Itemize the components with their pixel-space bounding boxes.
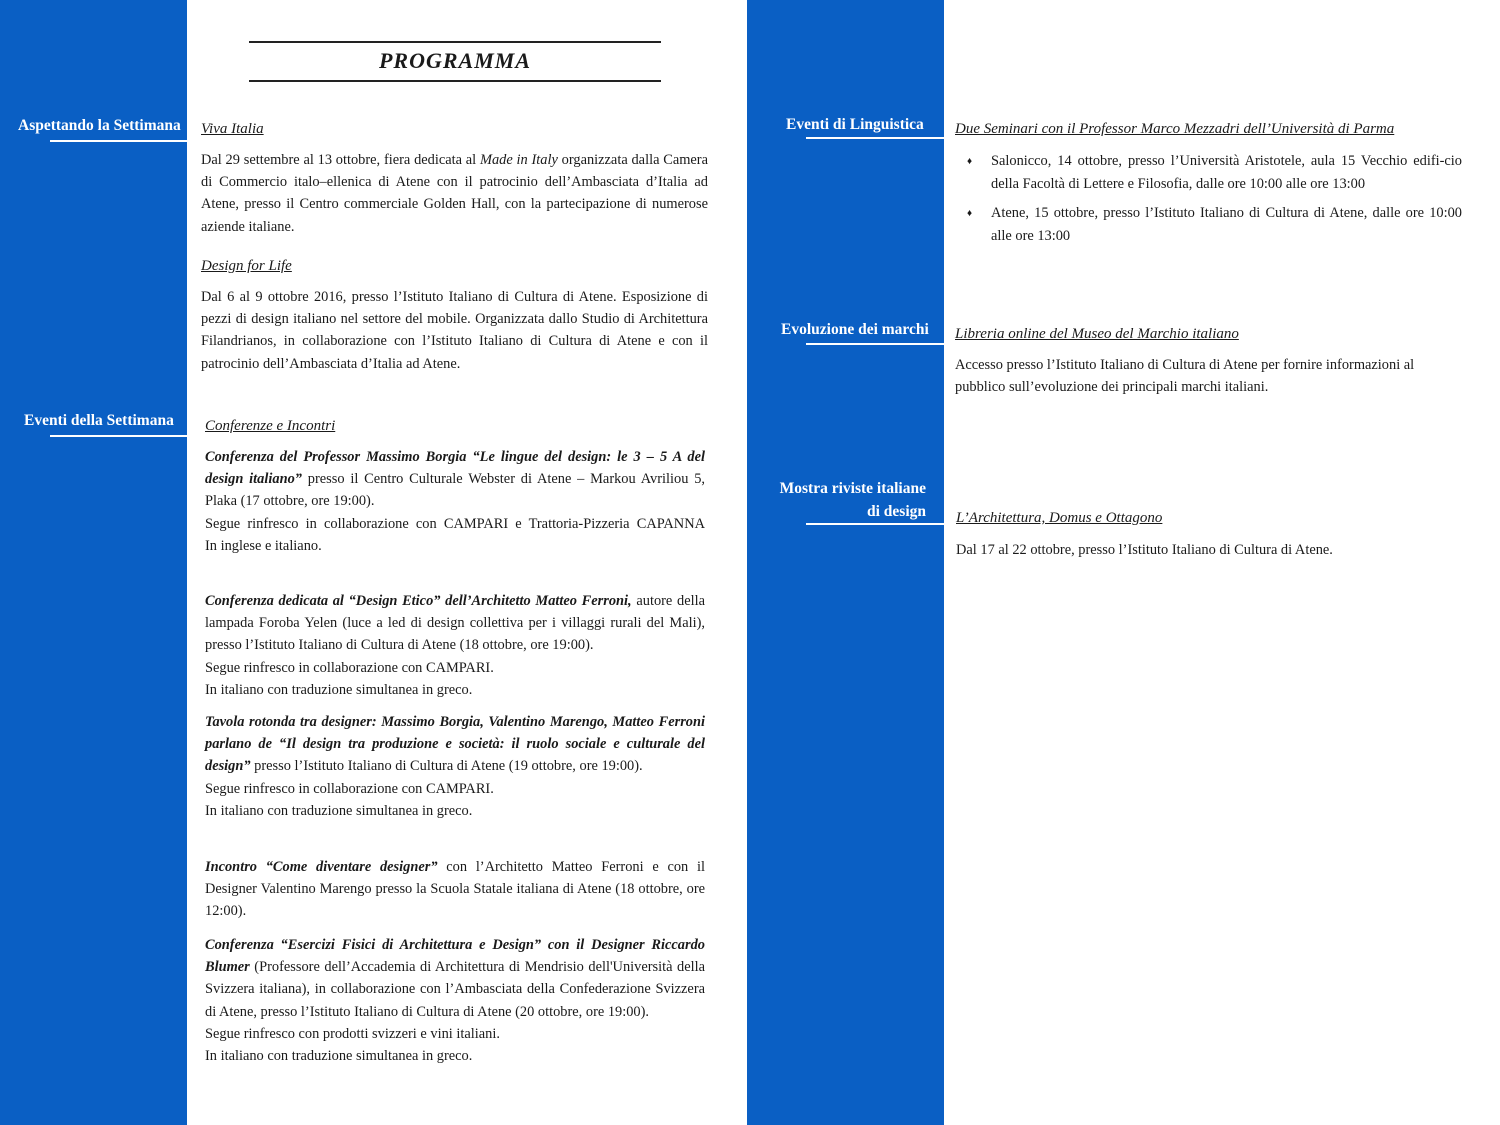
event-note: Segue rinfresco in collaborazione con CAMPARI. — [205, 780, 494, 797]
event-tavola-rotonda — [205, 711, 705, 822]
sidebar-divider — [806, 137, 944, 139]
sidebar-divider — [50, 140, 187, 142]
event-ferroni — [205, 590, 705, 701]
event-details: presso l’Istituto Italiano di Cultura di Atene (19 ottobre, ore 19:00). — [250, 758, 643, 775]
text-span: organizzata dalla Camera di Commercio italo–ellenica di Atene con il patrocinio dell’Ambasciata d’Italia ad Atene, presso il Centro commerciale Golden Hall, con la partecipazione di numerose aziende italiane. — [201, 152, 708, 235]
text-span: Dal 29 settembre al 13 ottobre, fiera dedicata al — [201, 152, 480, 168]
event-blumer — [205, 934, 705, 1067]
made-in-italy-text: Made in Italy — [479, 152, 558, 168]
left-sidebar-band — [0, 0, 187, 1125]
seminari-list — [955, 150, 1462, 254]
title-rule-top — [249, 41, 661, 43]
event-note: Segue rinfresco in collaborazione con CAMPARI. — [205, 659, 494, 676]
paragraph-libreria: Accesso presso l’Istituto Italiano di Cultura di Atene per fornire informazioni al pubblico sull’evoluzione dei principali marchi italiani. — [955, 357, 1415, 396]
sidebar-label-linguistica: Eventi di Linguistica — [786, 116, 924, 133]
diamond-bullet-icon: ♦ — [967, 156, 973, 167]
event-details: autore della lampada Foroba Yelen (luce a led di design collettiva per i villaggi rurali del Mali), presso l’Istituto Italiano di Cultura di Atene (18 ottobre, ore 19:00). — [205, 593, 705, 654]
sidebar-label-eventi-settimana: Eventi della Settimana — [24, 412, 174, 429]
event-title: Tavola rotonda tra designer: Massimo Borgia, Valentino Marengo, Matteo Ferroni parlano de “Il design tra produzione e società: il ruolo sociale e culturale del design” — [205, 714, 705, 775]
paragraph-viva-italia — [201, 149, 708, 238]
list-item — [955, 202, 1462, 248]
event-title: Incontro “Come diventare designer” — [205, 859, 438, 875]
sidebar-divider — [806, 343, 944, 345]
event-note: Segue rinfresco in collaborazione con CAMPARI e Trattoria-Pizzeria CAPANNA — [205, 515, 705, 532]
event-note: Segue rinfresco con prodotti svizzeri e vini italiani. — [205, 1025, 500, 1042]
list-item — [955, 150, 1462, 196]
event-title: Conferenza dedicata al “Design Etico” dell’Architetto Matteo Ferroni, — [205, 593, 632, 609]
heading-mostra: L’Architettura, Domus e Ottagono — [956, 510, 1163, 526]
event-title: Conferenza del Professor Massimo Borgia “Le lingue del design: le 3 – 5 A del design italiano” — [205, 449, 705, 488]
sidebar-label-mostra — [747, 477, 926, 523]
paragraph-design-for-life: Dal 6 al 9 ottobre 2016, presso l’Istituto Italiano di Cultura di Atene. Esposizione di pezzi di design italiano nel settore del mobile. Organizzata dallo Studio di Architettura Filandrianos, in collaborazione con l’Istituto Italiano di Cultura di Atene e con il patrocinio dell’Ambasciata d’Italia ad Atene. — [201, 289, 708, 372]
sidebar-label-aspettando: Aspettando la Settimana — [18, 117, 181, 134]
heading-seminari: Due Seminari con il Professor Marco Mezzadri dell’Università di Parma — [955, 121, 1395, 137]
heading-libreria: Libreria online del Museo del Marchio italiano — [955, 326, 1239, 342]
sidebar-divider — [806, 523, 944, 525]
event-come-diventare — [205, 856, 705, 923]
event-borgia — [205, 446, 705, 557]
event-details: presso il Centro Culturale Webster di Atene – Markou Avriliou 5, Plaka (17 ottobre, ore 19:00). — [205, 471, 705, 510]
bullet-text: Atene, 15 ottobre, presso l’Istituto Italiano di Cultura di Atene, dalle ore 10:00 alle ore 13:00 — [991, 205, 1462, 244]
right-sidebar-band — [747, 0, 944, 1125]
page-title: PROGRAMMA — [378, 48, 532, 73]
sidebar-label-mostra-line1: Mostra riviste italiane — [779, 480, 926, 497]
event-details: con l’Architetto Matteo Ferroni e con il Designer Valentino Marengo presso la Scuola Statale italiana di Atene (18 ottobre, ore 12:00). — [205, 859, 705, 920]
event-language: In italiano con traduzione simultanea in greco. — [205, 681, 473, 698]
sidebar-label-mostra-line2: di design — [866, 503, 926, 520]
event-details: (Professore dell’Accademia di Architettura di Mendrisio dell'Università della Svizzera italiana), in collaborazione con l’Ambasciata della Confederazione Svizzera di Atene, presso l’Istituto Italiano di Cultura di Atene (20 ottobre, ore 19:00). — [205, 959, 705, 1020]
event-language: In inglese e italiano. — [205, 537, 322, 554]
event-language: In italiano con traduzione simultanea in greco. — [205, 802, 473, 819]
paragraph-mostra: Dal 17 al 22 ottobre, presso l’Istituto Italiano di Cultura di Atene. — [956, 542, 1333, 558]
sidebar-divider — [50, 435, 187, 437]
diamond-bullet-icon: ♦ — [967, 208, 973, 219]
heading-viva-italia: Viva Italia — [201, 121, 264, 137]
event-title: Conferenza “Esercizi Fisici di Architettura e Design” con il Designer Riccardo Blumer — [205, 937, 705, 976]
bullet-text: Salonicco, 14 ottobre, presso l’Università Aristotele, aula 15 Vecchio edifi-cio della Facoltà di Lettere e Filosofia, dalle ore 10:00 alle ore 13:00 — [991, 153, 1462, 192]
title-rule-bottom — [249, 80, 661, 82]
event-language: In italiano con traduzione simultanea in greco. — [205, 1048, 473, 1065]
heading-conferenze: Conferenze e Incontri — [205, 418, 336, 434]
sidebar-label-marchi: Evoluzione dei marchi — [781, 321, 929, 338]
heading-design-for-life: Design for Life — [201, 258, 292, 274]
